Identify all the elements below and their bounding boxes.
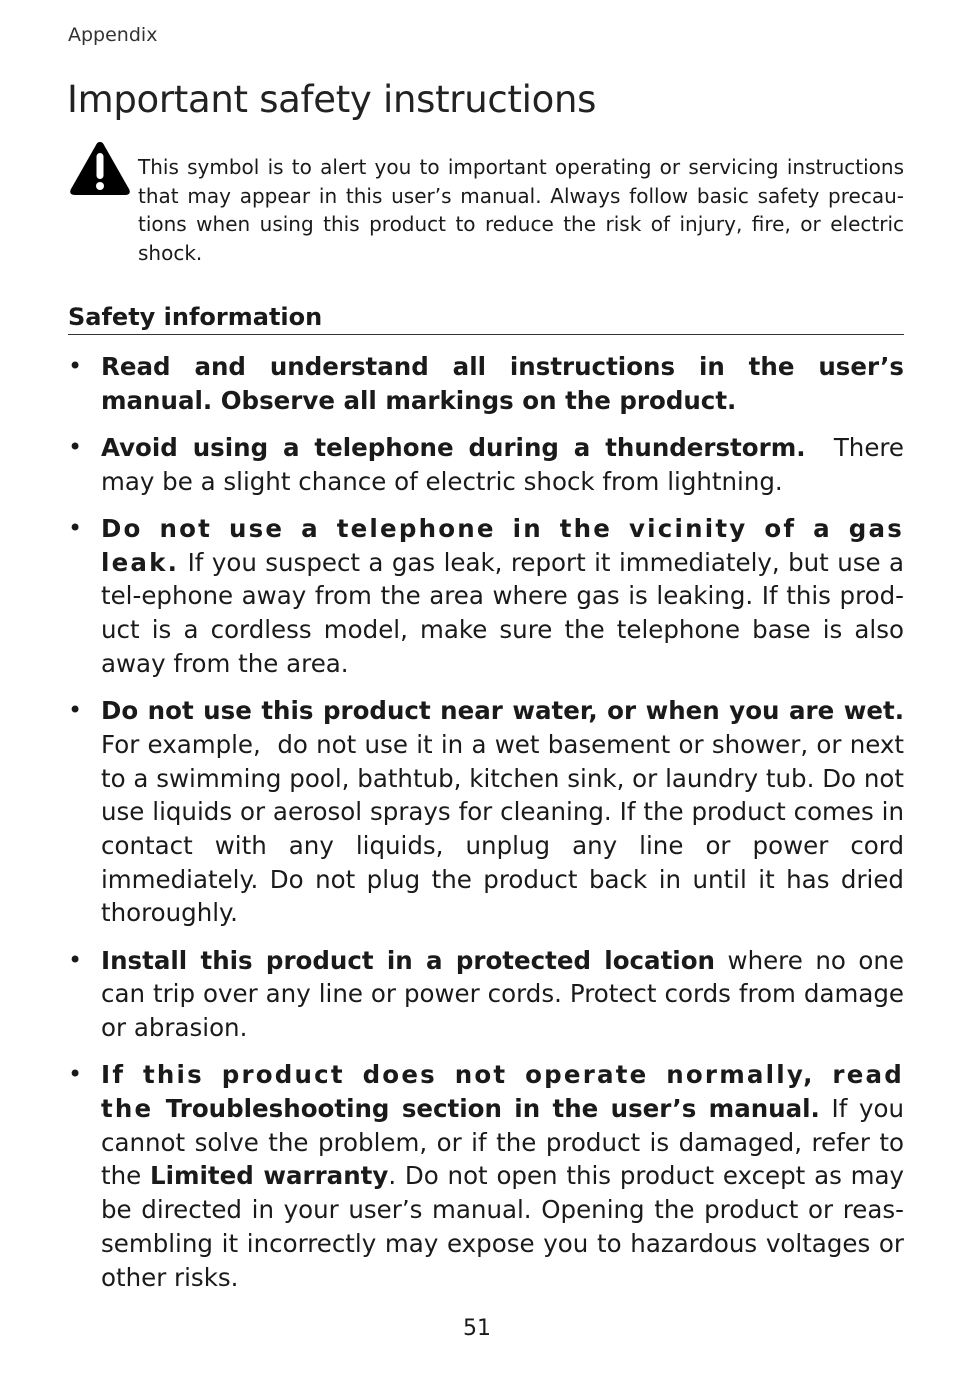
bullet: • xyxy=(68,696,83,725)
alert-text: This symbol is to alert you to important operating or servicing instructions that may appear in this user’s manual. Always follow basic safety precau-tions when using this product to reduce the risk of injury, fire, or electric shock. xyxy=(138,155,904,265)
item-text: where no one can trip over any line or power cords. Protect cords from damage or abrasion. xyxy=(101,945,905,1043)
item-text-end: . Do not open this product except as may be directed in your user’s manual. Opening the product or reas-sembling it incorrectly may expose you to hazardous voltages or other risks. xyxy=(101,1161,905,1292)
section-label: Appendix xyxy=(68,24,158,46)
bullet: • xyxy=(68,514,83,542)
item-text: If you suspect a gas leak, report it immediately, but use a tel-ephone away from the area where gas is leaking. If this prod-uct is a cordless model, make sure the telephone base is also away from the area. xyxy=(101,547,904,678)
safety-list xyxy=(68,350,912,1308)
item-text: There may be a slight chance of electric shock from lightning. xyxy=(101,433,912,496)
list-item xyxy=(68,350,904,417)
item-lead: Avoid using a telephone during a thunderstorm. xyxy=(101,433,806,462)
bullet: • xyxy=(68,1060,83,1089)
item-text: If you cannot solve the problem, or if the product is damaged, refer to the xyxy=(101,1094,904,1191)
item-lead: Install this product in a protected location xyxy=(101,945,715,975)
list-item xyxy=(68,512,904,681)
item-lead: Do not use a telephone in the vicinity of a gas leak. xyxy=(101,514,904,577)
page-title: Important safety instructions xyxy=(67,78,597,121)
safety-heading: Safety information xyxy=(68,303,904,335)
list-item xyxy=(68,1058,904,1294)
item-lead: Do not use this product near water, or when you are wet. xyxy=(101,696,904,726)
bullet: • xyxy=(68,433,83,461)
list-item xyxy=(68,694,912,930)
item-lead: Troubleshooting section in the user’s manual. xyxy=(153,1094,820,1124)
page-number: 51 xyxy=(463,1316,491,1341)
warning-triangle-icon xyxy=(68,139,132,197)
limited-warranty-ref: Limited warranty xyxy=(150,1161,389,1191)
list-item xyxy=(68,944,904,1045)
bullet: • xyxy=(68,945,83,974)
item-text: For example, do not use it in a wet basement or shower, or next to a swimming pool, bathtub, kitchen sink, or laundry tub. Do not use liquids or aerosol sprays for cleaning. If the product comes in contact with any liquids, unplug any line or power cord immediately. Do not plug the product back in until it has dried thoroughly. xyxy=(101,696,912,928)
item-lead-spaced: If this product does not operate normally, read the xyxy=(101,1060,904,1124)
list-item xyxy=(68,431,912,498)
bullet: • xyxy=(68,352,83,380)
item-lead: Read and understand all instructions in the user’s manual. Observe all markings on the product. xyxy=(101,352,904,415)
alert-block xyxy=(68,153,904,267)
